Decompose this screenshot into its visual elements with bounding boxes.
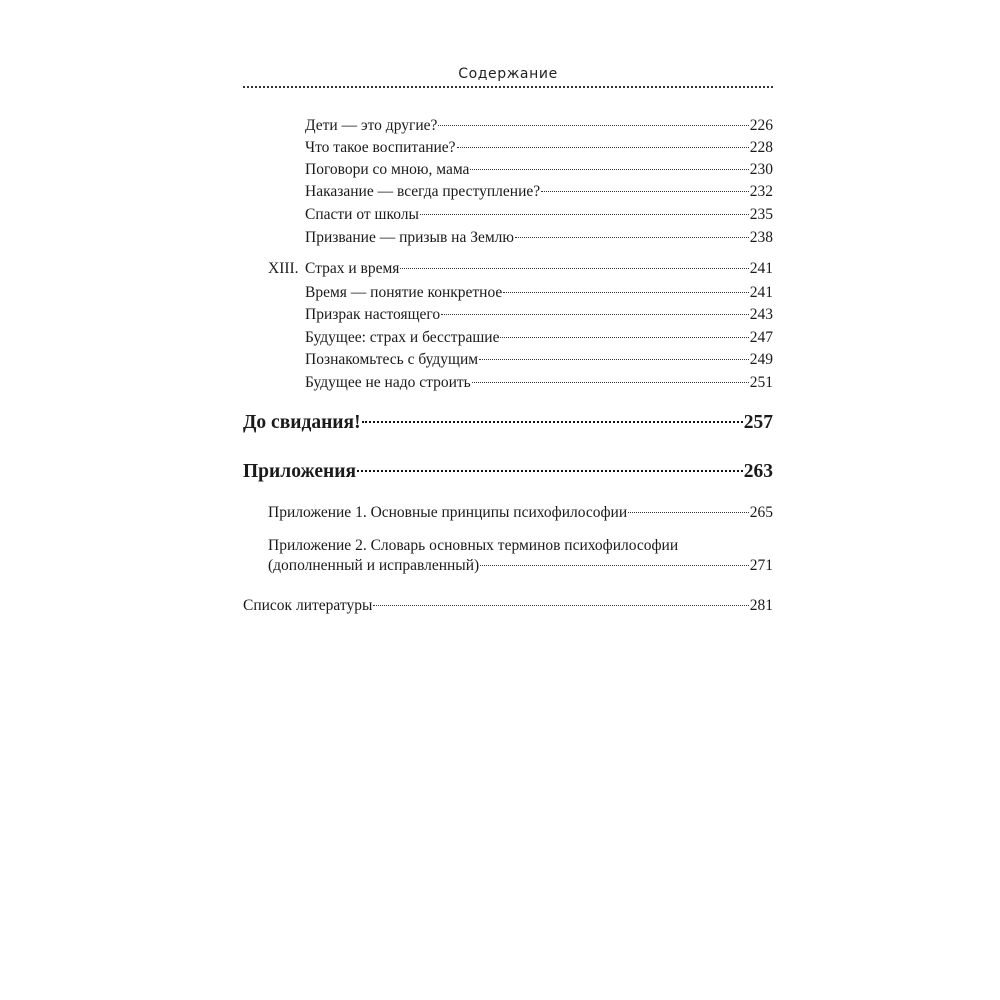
toc-entry[interactable] — [305, 228, 773, 248]
toc-chapter-xiii[interactable] — [268, 259, 773, 279]
toc-section-title: До свидания! — [243, 412, 361, 433]
toc-entry[interactable] — [305, 182, 773, 202]
toc-entry-title: Будущее не надо строить — [305, 374, 471, 391]
toc-entry[interactable] — [305, 283, 773, 303]
toc-entry[interactable] — [305, 328, 773, 348]
toc-entry[interactable] — [305, 350, 773, 370]
toc-entry-title: Будущее: страх и бесстрашие — [305, 329, 500, 346]
dot-leader — [472, 382, 749, 383]
toc-entry-title: Познакомьтесь с будущим — [305, 351, 479, 368]
toc-section-page: 257 — [743, 412, 773, 433]
toc-entry-page: 235 — [749, 206, 773, 223]
dot-leader — [357, 470, 743, 472]
dot-leader — [503, 292, 748, 293]
toc-entry-page: 241 — [749, 260, 773, 277]
toc-entry-appendix-1[interactable] — [268, 503, 773, 523]
dot-leader — [515, 237, 749, 238]
dot-leader — [500, 337, 748, 338]
toc-section-goodbye[interactable] — [243, 413, 773, 433]
toc-section-appendices[interactable] — [243, 462, 773, 482]
toc-entry-page: 265 — [749, 504, 773, 521]
toc-entry-title: Призвание — призыв на Землю — [305, 229, 514, 246]
toc-entry[interactable] — [305, 160, 773, 180]
toc-entry-title: Время — понятие конкретное — [305, 284, 503, 301]
toc-entry-page: 249 — [749, 351, 773, 368]
toc-entry-page: 247 — [749, 329, 773, 346]
toc-entry-page: 271 — [749, 557, 773, 574]
dot-leader — [420, 214, 749, 215]
toc-entry-page: 226 — [749, 117, 773, 134]
dot-leader — [479, 359, 749, 360]
dot-leader — [470, 169, 748, 170]
toc-entry-page: 232 — [749, 183, 773, 200]
toc-entry[interactable] — [305, 138, 773, 158]
toc-entry-title: Приложение 1. Основные принципы психофилософии — [268, 504, 628, 521]
running-header: Содержание — [458, 66, 558, 82]
dot-leader — [441, 314, 749, 315]
dot-leader — [362, 421, 743, 423]
dot-leader — [628, 512, 749, 513]
toc-entry-title-line-2-wrapper — [268, 556, 773, 576]
toc-entry[interactable] — [305, 205, 773, 225]
toc-entry-title: Список литературы — [243, 597, 373, 614]
toc-chapter-title: Страх и время — [305, 260, 400, 277]
toc-entry-title: Что такое воспитание? — [305, 139, 456, 156]
dot-leader — [438, 125, 748, 126]
toc-entry-title: Наказание — всегда преступление? — [305, 183, 541, 200]
toc-entry-appendix-2[interactable] — [268, 536, 773, 576]
toc-entry-literature[interactable] — [243, 596, 773, 616]
toc-entry-page: 281 — [749, 597, 773, 614]
toc-section-page: 263 — [743, 461, 773, 482]
dot-leader — [400, 268, 748, 269]
toc-entry-page: 228 — [749, 139, 773, 156]
toc-entry-title: Дети — это другие? — [305, 117, 438, 134]
toc-entry[interactable] — [305, 116, 773, 136]
toc-section-title: Приложения — [243, 461, 357, 482]
chapter-number: XIII. — [268, 260, 299, 277]
toc-entry-page: 251 — [749, 374, 773, 391]
toc-entry-title: Спасти от школы — [305, 206, 419, 223]
toc-entry[interactable] — [305, 373, 773, 393]
dot-leader — [541, 191, 749, 192]
toc-entry-page: 230 — [749, 161, 773, 178]
toc-entry-page: 238 — [749, 229, 773, 246]
toc-entry-title-line-1: Приложение 2. Словарь основных терминов психофилософии — [268, 537, 679, 554]
dot-leader — [480, 565, 749, 566]
toc-entry-title: Поговори со мною, мама — [305, 161, 470, 178]
toc-entry-page: 241 — [749, 284, 773, 301]
toc-entry-title-line-2: (дополненный и исправленный) — [268, 557, 480, 574]
dot-leader — [457, 147, 749, 148]
toc-entry[interactable] — [305, 305, 773, 325]
dot-leader — [373, 605, 748, 606]
toc-entry-title: Призрак настоящего — [305, 306, 441, 323]
toc-entry-page: 243 — [749, 306, 773, 323]
